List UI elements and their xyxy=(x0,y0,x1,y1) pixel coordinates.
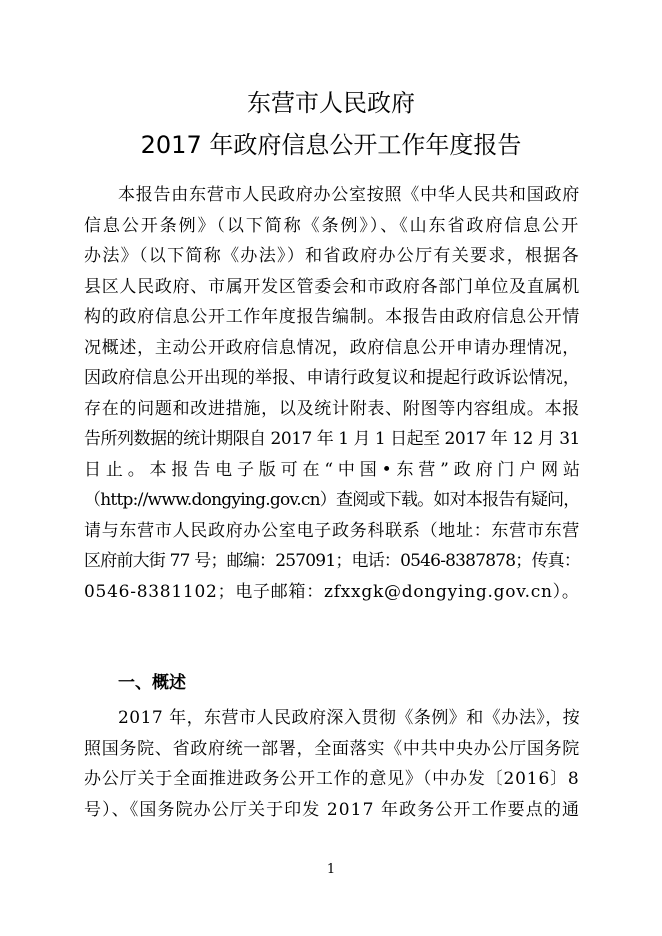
intro-line: 县区人民政府、市属开发区管委会和市政府各部门单位及直属机 xyxy=(84,276,580,297)
report-title-line-1: 东营市人民政府 xyxy=(247,89,415,117)
intro-line: 办法》（以下简称《办法》）和省政府办公厅有关要求，根据各 xyxy=(84,246,580,266)
page-number: 1 xyxy=(326,862,336,877)
intro-paragraph xyxy=(84,180,580,607)
intro-line: 日 止 。 本 报 告 电 子 版 可 在 “ 中 国 • 东 营 ” 政 府 门 户 网 站 xyxy=(84,459,580,480)
intro-line: 0546-8381102；电子邮箱：zfxxgk@dongying.gov.cn）。 xyxy=(84,581,580,602)
report-title-line-2: 2017 年政府信息公开工作年度报告 xyxy=(140,131,522,159)
overview-line: 照国务院、省政府统一部署，全面落实《中共中央办公厅国务院 xyxy=(84,738,580,759)
overview-line: 2017 年，东营市人民政府深入贯彻《条例》和《办法》，按 xyxy=(118,708,581,728)
intro-line: 因政府信息公开出现的举报、申请行政复议和提起行政诉讼情况， xyxy=(84,368,580,388)
intro-line: 信息公开条例》（以下简称《条例》）、《山东省政府信息公开 xyxy=(84,215,580,236)
intro-line: 请与东营市人民政府办公室电子政务科联系（地址：东营市东营 xyxy=(84,520,580,541)
intro-line: 本报告由东营市人民政府办公室按照《中华人民共和国政府 xyxy=(118,185,580,205)
overview-line: 号）、《国务院办公厅关于印发 2017 年政务公开工作要点的通 xyxy=(84,799,581,820)
intro-line: 构的政府信息公开工作年度报告编制。本报告由政府信息公开情 xyxy=(84,307,580,327)
intro-line: （http://www.dongying.gov.cn）查阅或下载。如对本报告有疑问， xyxy=(84,490,580,510)
intro-line: 存在的问题和改进措施，以及统计附表、附图等内容组成。本报 xyxy=(84,398,580,419)
section-heading-overview: 一、概述 xyxy=(118,673,186,693)
intro-line: 况概述，主动公开政府信息情况，政府信息公开申请办理情况， xyxy=(84,337,580,358)
overview-paragraph xyxy=(84,703,580,825)
intro-line: 区府前大街 77 号；邮编：257091；电话：0546-8387878；传真： xyxy=(84,551,581,571)
overview-line: 办公厅关于全面推进政务公开工作的意见》（中办发〔2016〕8 xyxy=(84,769,580,789)
intro-line: 告所列数据的统计期限自 2017 年 1 月 1 日起至 2017 年 12 月 31 xyxy=(84,429,580,449)
